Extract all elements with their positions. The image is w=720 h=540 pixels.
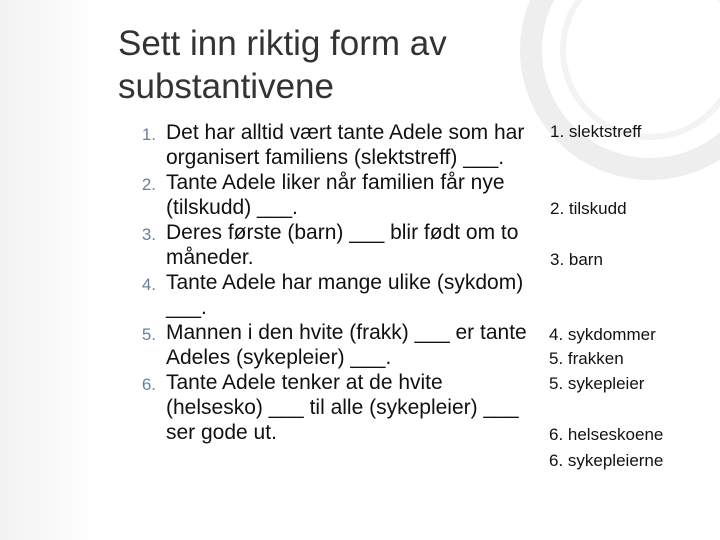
question-number: 4. xyxy=(141,275,156,294)
question-text: Det har alltid vært tante Adele som har organisert familiens (slektstreff) ___. xyxy=(166,121,525,169)
answer-item: 6. helseskoene xyxy=(549,425,664,444)
question-number: 1. xyxy=(141,125,156,144)
answer-item: 2. tilskudd xyxy=(550,199,627,218)
question-text: Mannen i den hvite (frakk) ___ er tante Adeles (sykepleier) ___. xyxy=(166,321,527,369)
question-list xyxy=(80,120,540,445)
question-item xyxy=(80,120,540,170)
question-item xyxy=(80,170,540,220)
answer-item: 6. sykepleierne xyxy=(549,451,664,470)
question-number: 5. xyxy=(141,325,156,344)
question-text: Deres første (barn) ___ blir født om to måneder. xyxy=(166,221,519,269)
slide-title: Sett inn riktig form av substantivene xyxy=(118,24,447,106)
answer-item: 5. frakken xyxy=(549,349,624,368)
question-text: Tante Adele liker når familien får nye (tilskudd) ___. xyxy=(166,171,505,219)
answer-item: 3. barn xyxy=(550,250,603,269)
question-text: Tante Adele tenker at de hvite (helsesko) ___ til alle (sykepleier) ___ ser gode ut. xyxy=(166,371,519,444)
question-item xyxy=(80,220,540,270)
answer-item: 5. sykepleier xyxy=(549,374,645,393)
question-number: 2. xyxy=(141,175,156,194)
question-item xyxy=(80,320,540,370)
answer-item: 4. sykdommer xyxy=(549,325,656,344)
question-number: 3. xyxy=(141,225,156,244)
question-item xyxy=(80,270,540,320)
question-text: Tante Adele har mange ulike (sykdom) ___. xyxy=(166,271,524,319)
question-item xyxy=(80,370,540,445)
question-number: 6. xyxy=(141,375,156,394)
answer-item: 1. slektstreff xyxy=(550,122,642,141)
